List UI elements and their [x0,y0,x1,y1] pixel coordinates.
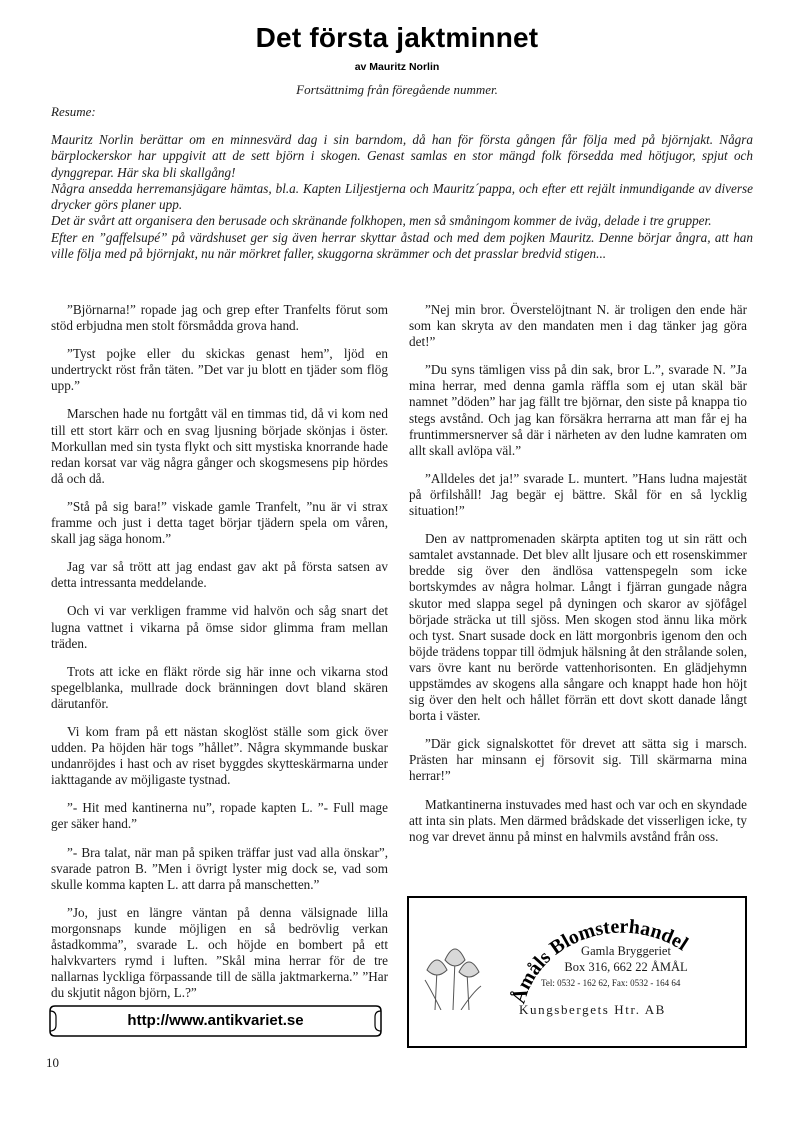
resume-paragraph: Efter en ”gaffelsupé” på värdshuset ger sig även herrar skyttar åstad och med dem pojken Mauritz. Denne börjar ångra, att han ville följa med på björnjakt, nu när mörkret faller, skuggorna skrämmer och det prasslar bredvid stigen... [51,229,753,262]
body-paragraph: ”- Bra talat, när man på spiken träffar just vad alla önskar”, svarade patron B. ”Men i övrigt lyster mig dock se, vad som skulle komma kapten L. att darra på manschetten.” [51,844,388,892]
left-column [51,302,388,1013]
resume-text [51,132,753,262]
daffodil-icon [417,930,487,1010]
article-author: av Mauritz Norlin [354,61,440,73]
continuation-note: Fortsättnimg från föregående nummer. [296,82,498,97]
url-link[interactable]: http://www.antikvariet.se [127,1012,304,1029]
body-paragraph: Och vi var verkligen framme vid halvön och såg snart det lugna vattnet i vikarna på ömse sidor glimma fram mellan träden. [51,603,388,651]
body-paragraph: ”- Hit med kantinerna nu”, ropade kapten L. ”- Full mage ger säker hand.” [51,800,388,832]
body-paragraph: ”Du syns tämligen viss på din sak, bror L.”, svarade N. ”Ja mina herrar, med denna gamla räffla som ej utan skäl bär namnet ”döden” har jag fällt tre björnar, den siste på knappa tio stegs avstånd. Och jag kan försäkra herrarna att man får ej ha fruntimmersnerver så där i närheten av den ludne kamraten om allt skall avlöpa väl.” [409,362,747,458]
ad-line-building: Gamla Bryggeriet [581,944,671,958]
body-paragraph: Trots att icke en fläkt rörde sig här inne och vikarna stod spegelblanka, mullrade dock bränningen dovt bland skären därutanför. [51,663,388,711]
right-column [409,302,747,857]
shop-name-text: Åmåls Blomsterhandel [507,915,692,1007]
article-title: Det första jaktminnet [255,22,539,53]
body-paragraph: Vi kom fram på ett nästan skoglöst ställe som gick över udden. Pa höjden här togs ”hållet”. Några skymmande buskar undanröjdes i hast och av riset byggdes skytteskärmarna under iakttagande av möjligaste tystnad. [51,723,388,788]
body-paragraph: Jag var så trött att jag endast gav akt på första satsen av detta intressanta meddelande. [51,559,388,591]
advertisement [407,896,747,1048]
body-paragraph: ”Björnarna!” ropade jag och grep efter Tranfelts förut som stöd erbjudna men stolt försmådda grova hand. [51,302,388,334]
body-paragraph: ”Jo, just en längre väntan på denna välsignade lilla morgonsnaps kunde möjligen en så bedrövlig verkan åstadkomma”, svarade L. och höjde en bombert på ett halvkvarters rymd i luften. ”Skål mina herrar för de tre nallarnas lyckliga förpassande till de sälla jaktmarkerna.” ”Har du skjutit någon björn, L.?” [51,904,388,1001]
body-paragraph: ”Alldeles det ja!” svarade L. muntert. ”Hans ludna majestät på örfilshåll! Jag begär ej bättre. Skål för en så lycklig situation!” [409,470,747,519]
ad-line-phone: Tel: 0532 - 162 62, Fax: 0532 - 164 64 [541,978,681,988]
resume-paragraph: Det är svårt att organisera den berusade och skränande folkhopen, men så småningom kommer de iväg, delade i tre grupper. [51,213,712,229]
url-banner[interactable] [47,1000,384,1042]
resume-heading: Resume: [51,104,96,119]
body-paragraph: ”Där gick signalskottet för drevet att sätta sig i marsch. Prästen har minsann ej försovit sig. Till skärmarna mina herrar!” [409,736,747,784]
body-paragraph: ”Stå på sig bara!” viskade gamle Tranfelt, ”nu är vi strax framme och just i detta taget börjar tjädern spela om våren, skall jag säga honom.” [51,498,388,547]
body-paragraph: Matkantinerna instuvades med hast och var och en skyndade att inta sin plats. Men därmed brådskade det visserligen icke, ty nog var drevet ännu på minst en halvmils avstånd från oss. [409,796,747,844]
body-paragraph: Marschen hade nu fortgått väl en timmas tid, då vi kom ned till ett stort kärr och en svag ljusning började skönjas i öster. Morkullan med sin tysta flykt och sitt mystiska knorrande hade redan korsat var väg några gånger och skogsmesens pip hördes då och då. [51,406,388,486]
resume-paragraph: Några ansedda herremansjägare hämtas, bl.a. Kapten Liljestjerna och Mauritz´pappa, och efter ett rejält inmundigande av diverse drycker görs planer upp. [51,180,753,213]
body-paragraph: ”Nej min bror. Överstelöjtnant N. är troligen den ende här som kan skryta av den mandaten men i dag tänker jag göra det!” [409,302,747,350]
ad-line-company: Kungsbergets Htr. AB [519,1002,666,1017]
page-number: 10 [46,1055,59,1070]
resume-paragraph: Mauritz Norlin berättar om en minnesvärd dag i sin barndom, då han för första gången får följa med på björnjakt. Några bärplockerskor har uppgivit att de sett björn i skogen. Genast samlas en stor mängd folk försedda med hötjugor, spjut och dynggrepar. Här ska bli skallgång! [51,132,753,180]
body-paragraph: ”Tyst pojke eller du skickas genast hem”, ljöd en undertryckt röst från täten. ”Det var ju blott en tjäder som flög upp.” [51,346,388,394]
ad-address [541,944,711,988]
body-paragraph: Den av nattpromenaden skärpta aptiten tog ut sin rätt och samtalet avstannade. Det blev allt ljusare och ett rosenskimmer bredde sig över den ändlösa vattenspegeln som icke bortskymdes av några holmar. Långt i fjärran gungade några skutor med slappa segel på dyningen och skaror av sjöfågel började sträcka ut till sjöss. Men skogen stod ännu lika mörk och tyst. Snart susade dock en lätt morgonbris igenom den och böjde trädens toppar till ödmjuk hälsning åt den strålande solen, vars övre kant nu berörde vattenhorisonten. En glädjehymn uppstämdes av skogens alla sångare och knappt hade hon höjt sig över den helt och hållet förrän ett dovt skott danade långt borta i väster. [409,531,747,724]
ad-line-box: Box 316, 662 22 ÅMÅL [564,960,688,974]
